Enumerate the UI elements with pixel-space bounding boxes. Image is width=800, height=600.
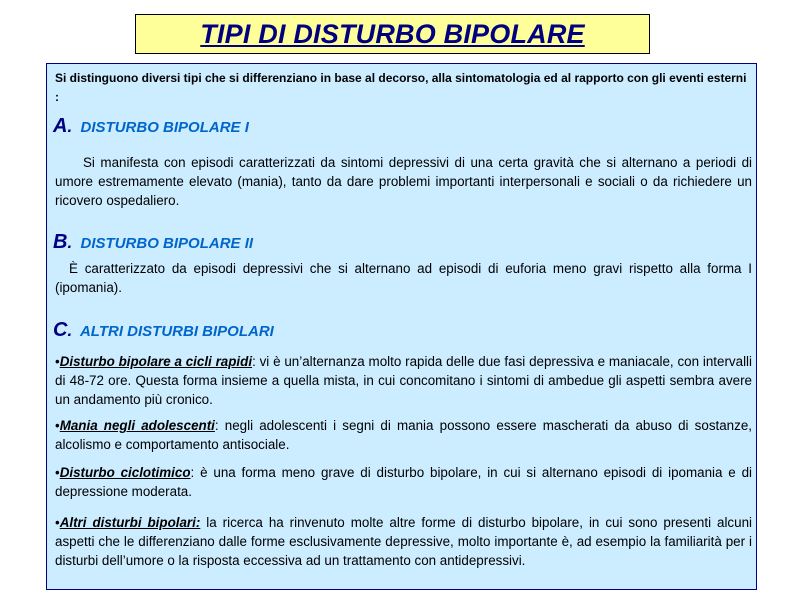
bullet-term: Mania negli adolescenti <box>59 418 215 433</box>
bullet-term: Altri disturbi bipolari: <box>59 515 201 530</box>
section-a-text: Si manifesta con episodi caratterizzati da sintomi depressivi di una certa gravità che si alternano a periodi di umore estremamente elevato (mania), tanto da dare problemi importanti interpersonali e sociali o da richiedere un ricovero ospedaliero. <box>55 155 752 208</box>
list-item: •Mania negli adolescenti: negli adolescenti i segni di mania possono essere mascherati da abuso di sostanze, alcolismo e comportamento antisociale. <box>55 418 752 452</box>
section-c-letter: C <box>53 319 68 341</box>
bullet-text: : negli adolescenti i segni di mania possono essere mascherati da abuso di sostanze, alcolismo e comportamento antisociale. <box>55 418 752 452</box>
list-item: •Altri disturbi bipolari: la ricerca ha rinvenuto molte altre forme di disturbo bipolare, in cui sono presenti alcuni aspetti che le differenziano dalle forme esclusivamente depressive, molto importante è, ad esempio la familiarità per i disturbi dell’umore o la risposta eccessiva ad un trattamento con antidepressivi. <box>55 515 752 568</box>
section-c-heading: C. ALTRI DISTURBI BIPOLARI <box>53 319 274 341</box>
bullet-term: Disturbo bipolare a cicli rapidi <box>59 354 253 369</box>
bullet-text: la ricerca ha rinvenuto molte altre forme di disturbo bipolare, in cui sono presenti alcuni aspetti che le differenziano dalle forme esclusivamente depressive, molto importante è, ad esempio la familiarità per i disturbi dell’umore o la risposta eccessiva ad un trattamento con antidepressivi. <box>55 515 752 568</box>
bullet-text: : vi è un’alternanza molto rapida delle due fasi depressiva e maniacale, con intervalli di 48-72 ore. Questa forma insieme a quella mista, in cui concomitano i sintomi di ambedue gli aspetti sembra avere un andamento più cronico. <box>55 354 752 407</box>
section-b-letter: B <box>53 231 68 253</box>
bullet-term: Disturbo ciclotimico <box>59 465 191 480</box>
intro-text: Si distinguono diversi tipi che si differenziano in base al decorso, alla sintomatologia ed al rapporto con gli eventi esterni : <box>55 71 747 104</box>
section-b-text: È caratterizzato da episodi depressivi che si alternano ad episodi di euforia meno gravi rispetto alla forma I (ipomania). <box>55 261 752 295</box>
list-item: •Disturbo bipolare a cicli rapidi: vi è un’alternanza molto rapida delle due fasi depressiva e maniacale, con intervalli di 48-72 ore. Questa forma insieme a quella mista, in cui concomitano i sintomi di ambedue gli aspetti sembra avere un andamento più cronico. <box>55 354 752 407</box>
list-item: •Disturbo ciclotimico: è una forma meno grave di disturbo bipolare, in cui si alternano episodi di ipomania e di depressione moderata. <box>55 465 752 499</box>
section-c-title: ALTRI DISTURBI BIPOLARI <box>79 323 274 340</box>
section-b-heading: B. DISTURBO BIPOLARE II <box>53 231 254 253</box>
bullet-text: : è una forma meno grave di disturbo bipolare, in cui si alternano episodi di ipomania e di depressione moderata. <box>55 465 752 499</box>
section-a-letter: A <box>53 115 68 137</box>
section-b-title: DISTURBO BIPOLARE II <box>80 235 254 252</box>
section-a-title: DISTURBO BIPOLARE I <box>80 119 249 136</box>
title-box <box>135 14 650 54</box>
page-title: TIPI DI DISTURBO BIPOLARE <box>200 19 585 49</box>
content-panel <box>46 63 757 590</box>
section-a-heading: A. DISTURBO BIPOLARE I <box>53 115 249 137</box>
